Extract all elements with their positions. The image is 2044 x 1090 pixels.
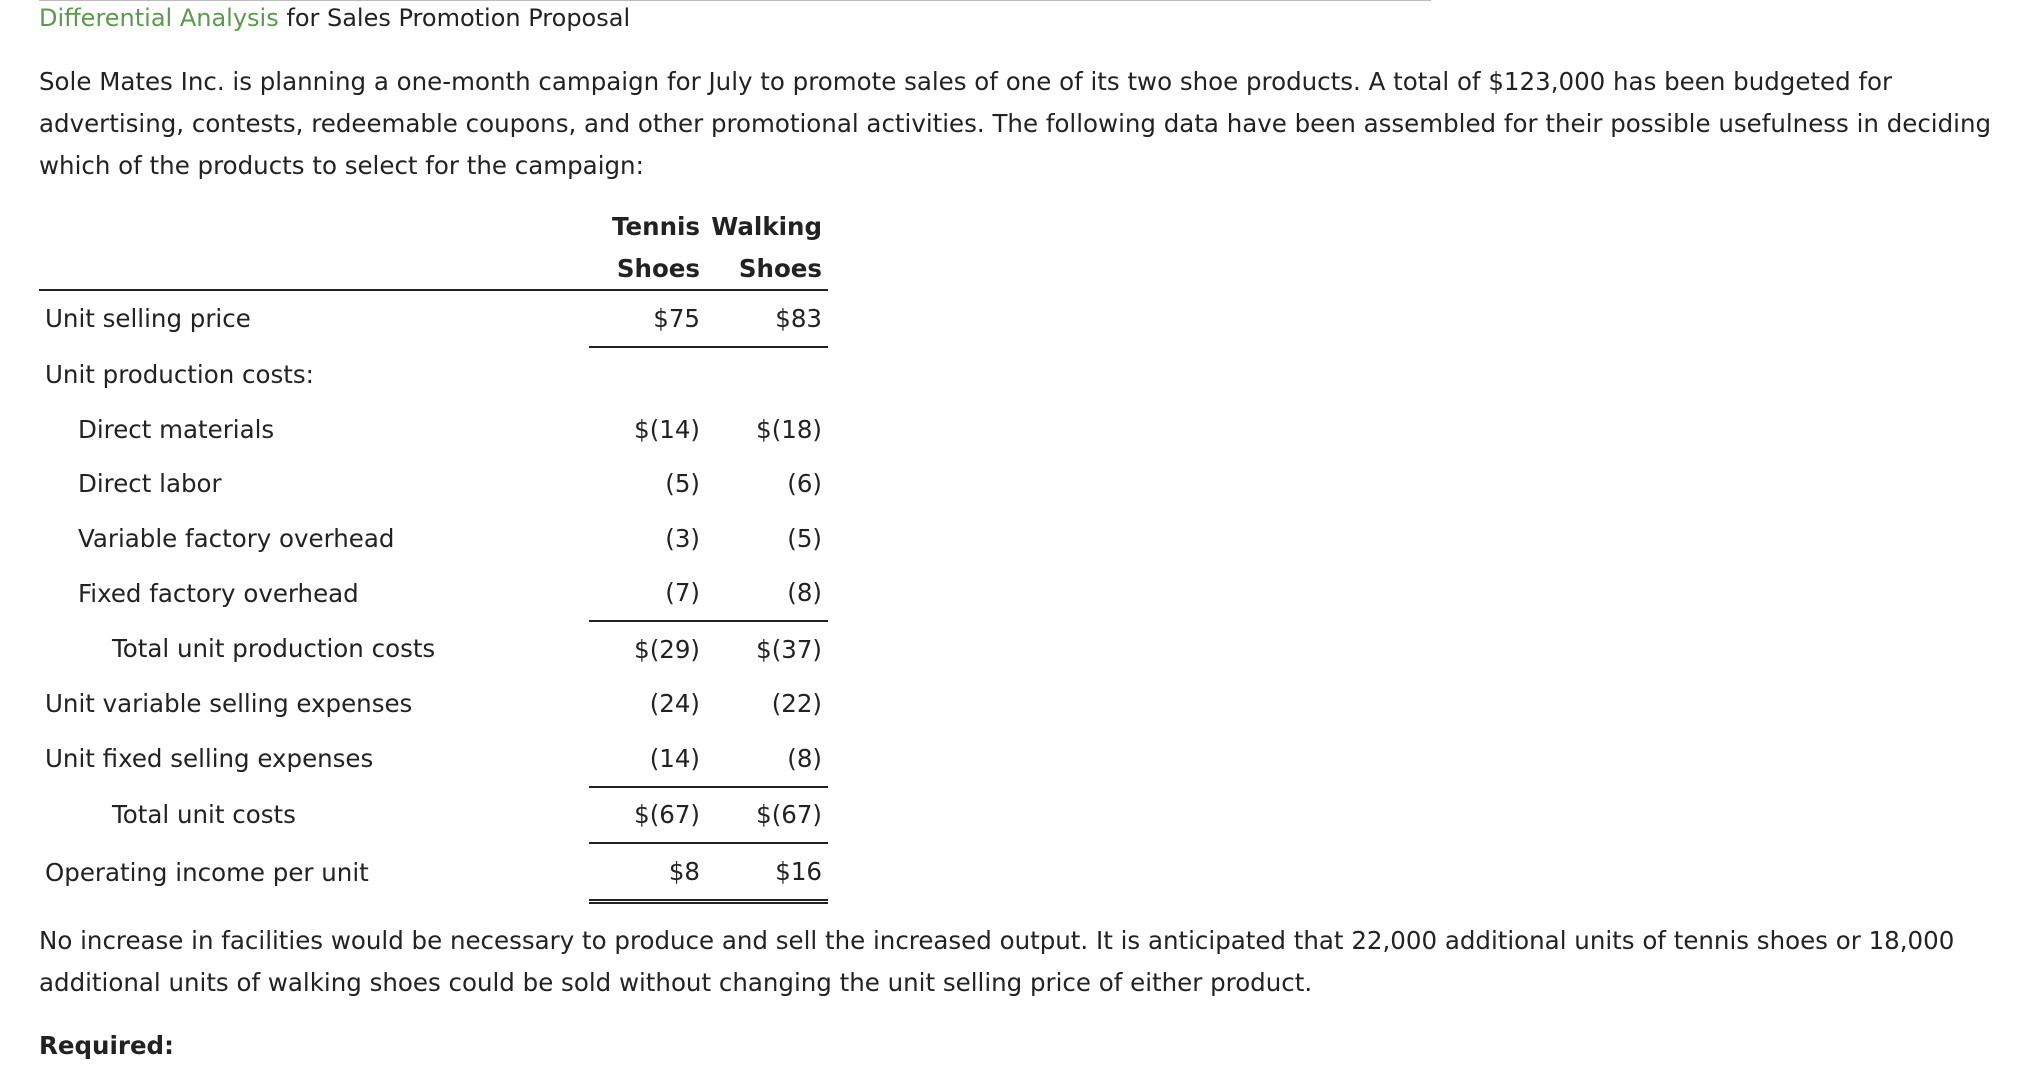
required-label: Required: bbox=[39, 1031, 174, 1060]
walking-value: $(18) bbox=[756, 414, 822, 444]
col-walking-header-line1: Walking bbox=[711, 211, 822, 241]
walking-value: (8) bbox=[711, 566, 828, 622]
walking-value: $(67) bbox=[711, 787, 828, 844]
row-label: Total unit costs bbox=[112, 800, 296, 830]
tennis-value: (7) bbox=[589, 566, 711, 622]
tennis-value: $(14) bbox=[634, 414, 700, 444]
row-label: Unit production costs: bbox=[45, 359, 314, 389]
col-walking-header-line2: Shoes bbox=[711, 247, 828, 290]
differential-analysis-link[interactable]: Differential Analysis bbox=[39, 4, 279, 32]
header-spacer bbox=[39, 205, 589, 247]
table-row bbox=[39, 347, 828, 403]
top-divider bbox=[39, 0, 1431, 1]
row-label: Unit variable selling expenses bbox=[45, 689, 413, 719]
row-label: Operating income per unit bbox=[45, 857, 369, 887]
shoe-cost-table bbox=[39, 205, 828, 904]
page-heading bbox=[39, 2, 630, 34]
tennis-value: $(29) bbox=[634, 634, 700, 664]
table-row bbox=[39, 290, 828, 347]
tennis-value: (14) bbox=[589, 731, 711, 787]
table-row bbox=[39, 787, 828, 844]
tennis-value: (24) bbox=[649, 689, 700, 719]
tennis-value: (5) bbox=[665, 469, 700, 499]
col-tennis-header-line2: Shoes bbox=[589, 247, 711, 290]
row-label: Total unit production costs bbox=[112, 634, 436, 664]
walking-value: $16 bbox=[711, 843, 828, 901]
followup-paragraph: No increase in facilities would be necessary to produce and sell the increased output. It is anticipated that 22,000 additional units of tennis shoes or 18,000 additional units of walking shoes could be sold without changing the unit selling price of either product. bbox=[39, 926, 1955, 997]
col-tennis-header-line1: Tennis bbox=[612, 211, 700, 241]
walking-value bbox=[711, 347, 828, 403]
walking-value: (8) bbox=[711, 731, 828, 787]
walking-value: (5) bbox=[787, 523, 822, 553]
tennis-value: $(67) bbox=[589, 787, 711, 844]
walking-value: (22) bbox=[771, 689, 822, 719]
heading-title: for Sales Promotion Proposal bbox=[278, 4, 631, 32]
row-label: Direct materials bbox=[78, 414, 275, 444]
header-spacer bbox=[39, 247, 589, 290]
row-label: Fixed factory overhead bbox=[78, 578, 359, 608]
walking-value: $83 bbox=[711, 290, 828, 347]
tennis-value: $8 bbox=[589, 843, 711, 901]
table-row bbox=[39, 843, 828, 901]
row-label: Unit selling price bbox=[45, 304, 251, 334]
table-row bbox=[39, 457, 828, 512]
row-label: Unit fixed selling expenses bbox=[45, 744, 374, 774]
table-row bbox=[39, 402, 828, 457]
intro-paragraph: Sole Mates Inc. is planning a one-month campaign for July to promote sales of one of its two shoe products. A total of $123,000 has been budgeted for advertising, contests, redeemable coupons, and other promotional activities. The following data have been assembled for their possible usefulness in deciding which of the products to select for the campaign: bbox=[39, 67, 1992, 180]
row-label: Direct labor bbox=[78, 469, 222, 499]
walking-value: $(37) bbox=[756, 634, 822, 664]
table-row bbox=[39, 677, 828, 732]
tennis-value: (3) bbox=[665, 523, 700, 553]
tennis-value: $75 bbox=[589, 290, 711, 347]
table-row bbox=[39, 566, 828, 622]
row-label: Variable factory overhead bbox=[78, 523, 395, 553]
table-row bbox=[39, 621, 828, 677]
table-row bbox=[39, 731, 828, 787]
table-row bbox=[39, 511, 828, 566]
tennis-value bbox=[589, 347, 711, 403]
walking-value: (6) bbox=[787, 469, 822, 499]
